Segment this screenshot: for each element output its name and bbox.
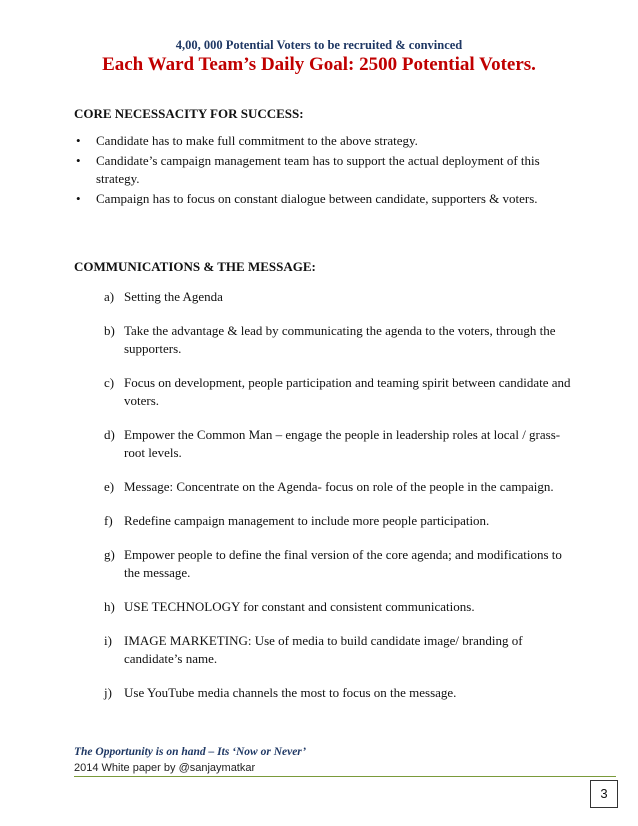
footer-tagline: The Opportunity is on hand – Its ‘Now or Never’ [74,746,307,758]
item-text: Redefine campaign management to include more people participation. [124,513,490,528]
list-item [104,546,574,582]
list-item [104,512,574,530]
item-letter: d) [104,427,115,442]
item-letter: i) [104,633,112,648]
item-letter: h) [104,599,115,614]
item-text: Message: Concentrate on the Agenda- focus on role of the people in the campaign. [124,479,554,494]
item-text: Use YouTube media channels the most to focus on the message. [124,685,457,700]
item-text: USE TECHNOLOGY for constant and consistent communications. [124,599,475,614]
item-text: Setting the Agenda [124,289,223,304]
list-item [74,190,544,208]
item-text: Empower people to define the final version of the core agenda; and modifications to the message. [124,547,562,580]
list-item [104,684,574,702]
core-bullet-list [74,132,544,210]
bullet-icon: • [76,191,81,206]
list-item [74,132,544,150]
footer-divider [74,776,616,777]
list-item [104,426,574,462]
bullet-icon: • [76,153,81,168]
item-letter: e) [104,479,115,494]
item-text: Focus on development, people participation and teaming spirit between candidate and voters. [124,375,571,408]
list-item [104,374,574,410]
bullet-text: Campaign has to focus on constant dialogue between candidate, supporters & voters. [96,191,538,206]
header-title: Each Ward Team’s Daily Goal: 2500 Potential Voters. [102,54,536,75]
bullet-icon: • [76,133,81,148]
communications-list [104,288,574,718]
list-item [104,322,574,358]
item-letter: a) [104,289,115,304]
item-text: Empower the Common Man – engage the people in leadership roles at local / grass-root levels. [124,427,561,460]
list-item [104,288,574,306]
section-heading-communications: COMMUNICATIONS & THE MESSAGE: [74,259,316,274]
item-text: Take the advantage & lead by communicating the agenda to the voters, through the supporters. [124,323,556,356]
footer-credit: 2014 White paper by @sanjaymatkar [74,762,256,774]
bullet-text: Candidate has to make full commitment to the above strategy. [96,133,418,148]
list-item [104,632,574,668]
list-item [74,152,544,188]
bullet-text: Candidate’s campaign management team has to support the actual deployment of this strategy. [96,153,540,186]
item-letter: j) [104,685,112,700]
header-subtitle: 4,00, 000 Potential Voters to be recruited & convinced [175,38,463,52]
list-item [104,598,574,616]
item-letter: b) [104,323,115,338]
item-letter: c) [104,375,115,390]
item-text: IMAGE MARKETING: Use of media to build candidate image/ branding of candidate’s name. [124,633,523,666]
item-letter: g) [104,547,115,562]
section-heading-core: CORE NECESSACITY FOR SUCCESS: [74,106,304,121]
list-item [104,478,574,496]
item-letter: f) [104,513,113,528]
page-number: 3 [590,780,618,808]
